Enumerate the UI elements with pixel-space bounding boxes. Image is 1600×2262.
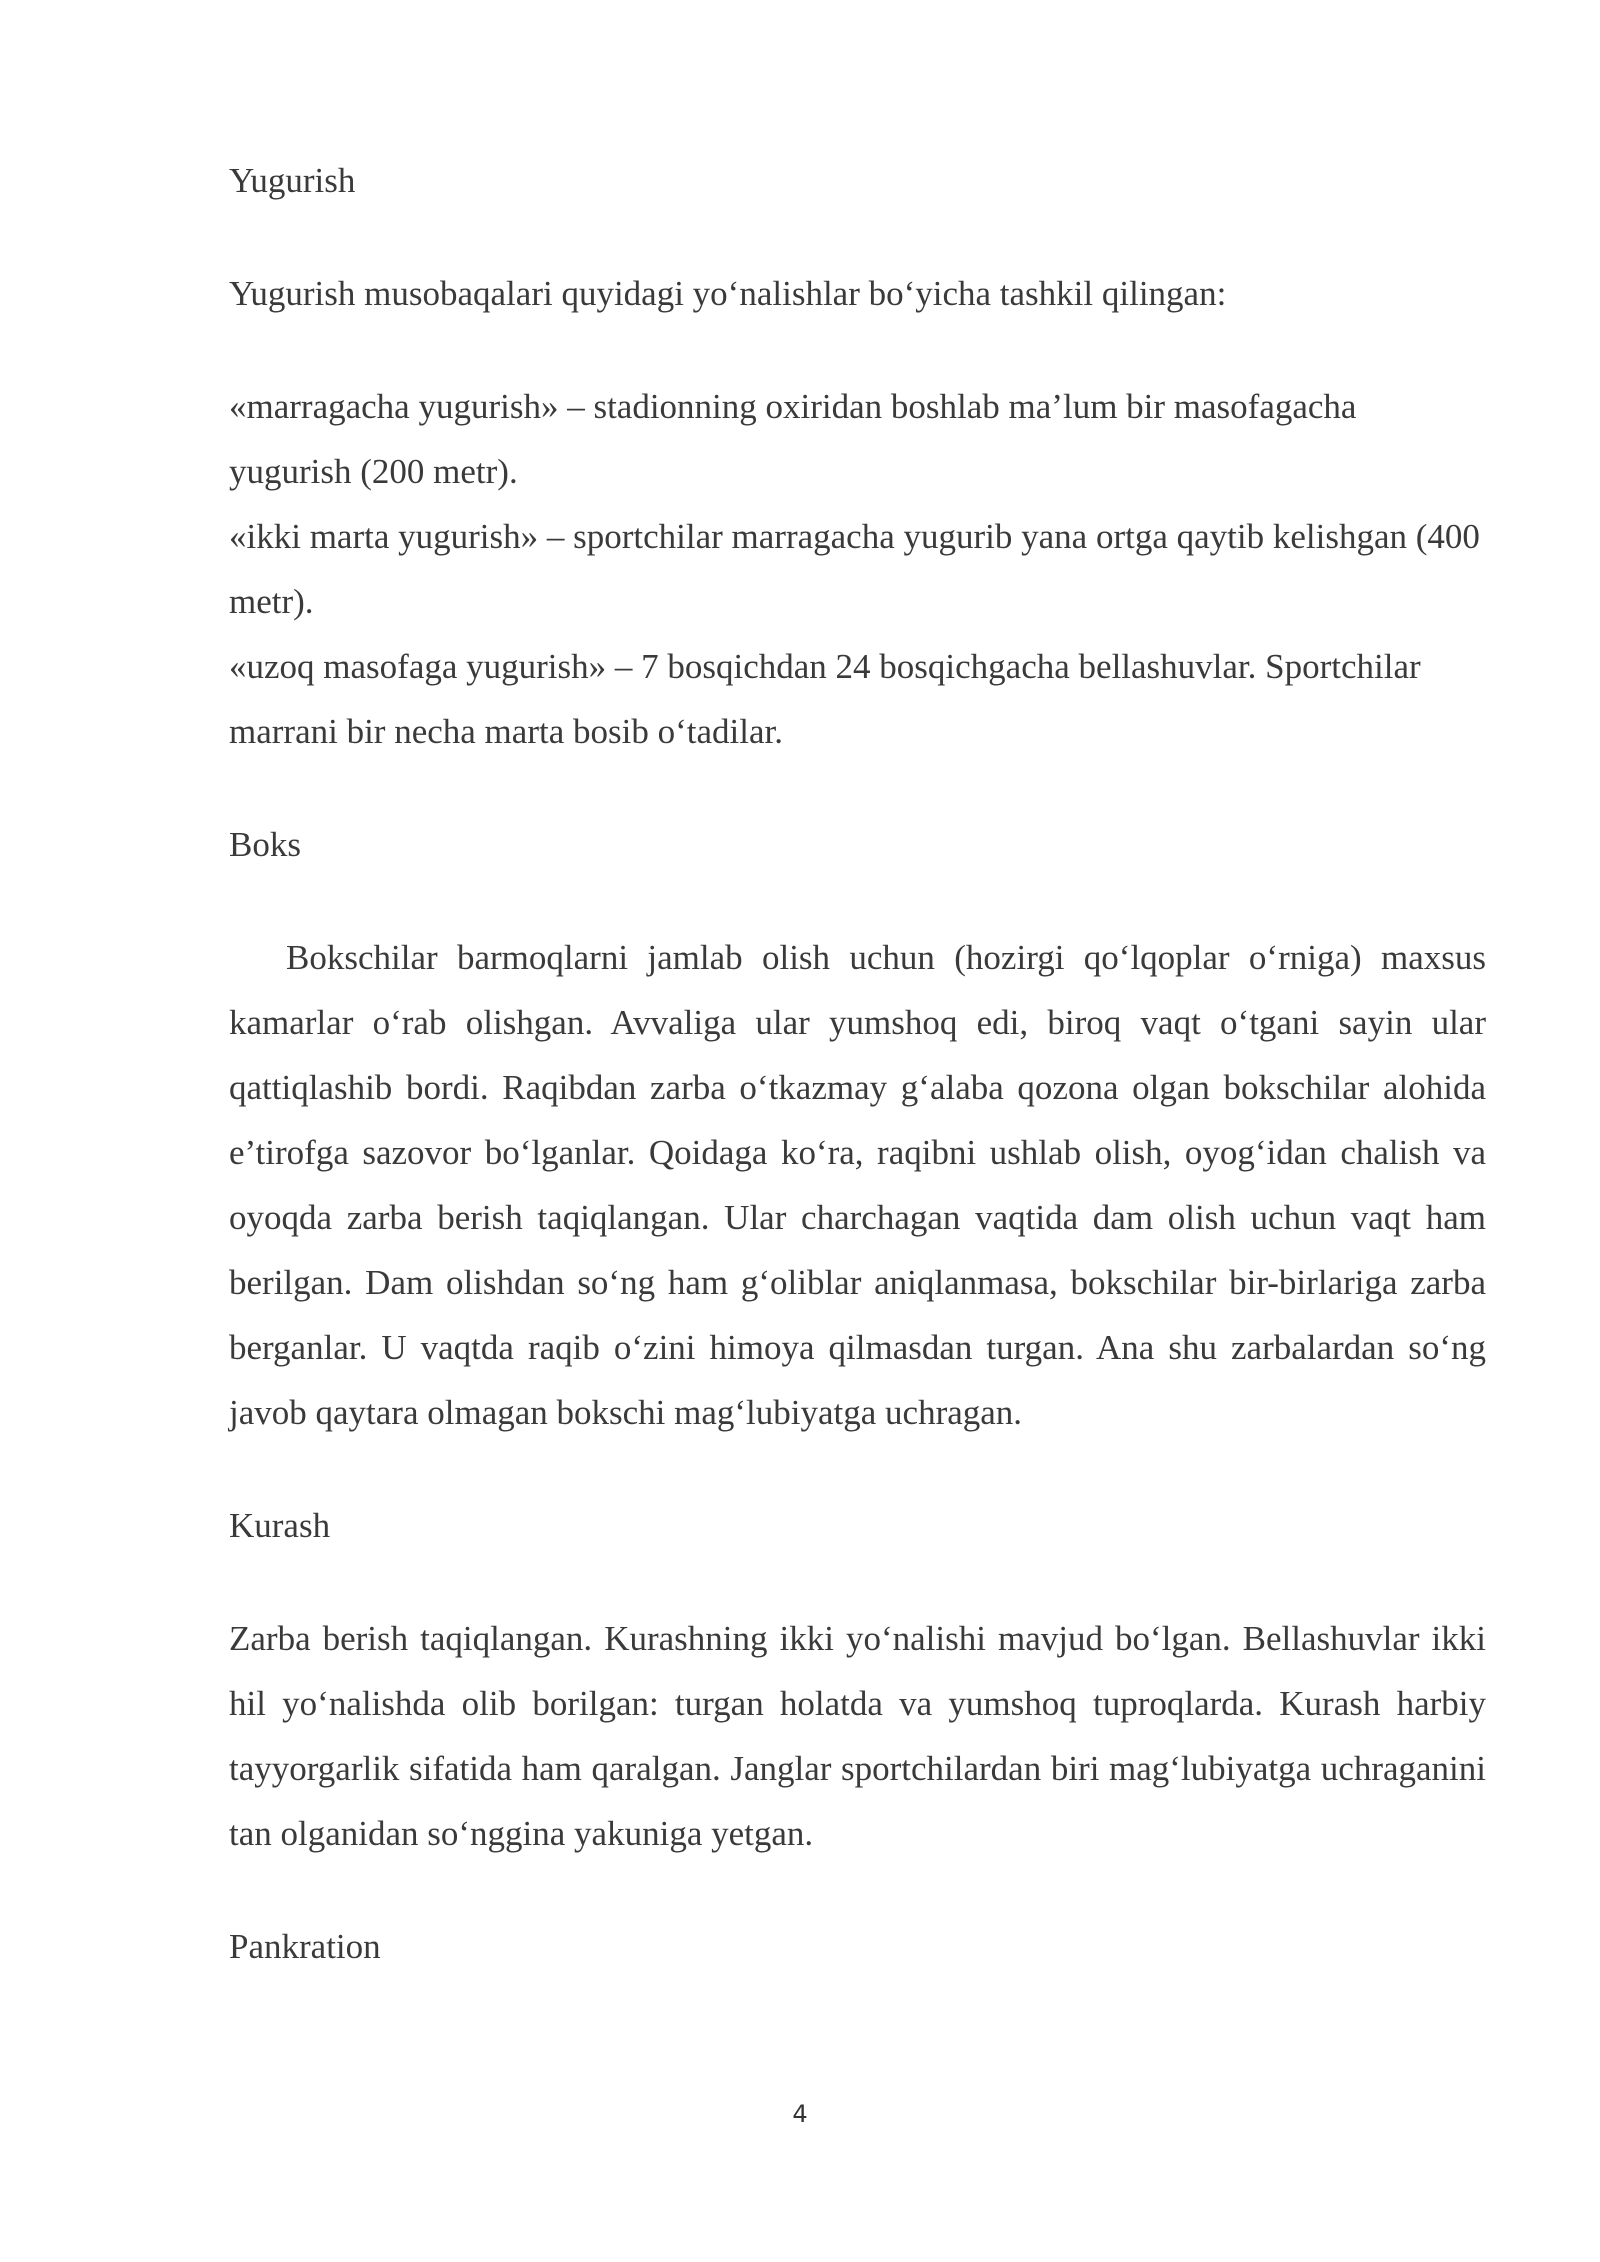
boks-paragraph: Bokschilar barmoqlarni jamlab olish uchun (hozirgi qo‘lqoplar o‘rniga) maxsus kamarlar o‘rab olishgan. Avvaliga ular yumshoq edi, biroq vaqt o‘tgani sayin ular qattiqlashib bordi. Raqibdan zarba o‘tkazmay g‘alaba qozona olgan bokschilar alohida e’tirofga sazovor bo‘lganlar. Qoidaga ko‘ra, raqibni ushlab olish, oyog‘idan chalish va oyoqda zarba berish taqiqlangan. Ular charchagan vaqtida dam olish uchun vaqt ham berilgan. Dam olishdan so‘ng ham g‘oliblar aniqlanmasa, bokschilar bir-birlariga zarba berganlar. U vaqtda raqib o‘zini himoya qilmasdan turgan. Ana shu zarbalardan so‘ng javob qaytara olmagan bokschi mag‘lubiyatga uchragan.	[229, 938, 1486, 1432]
yugurish-list-item: «marragacha yugurish» – stadionning oxiridan boshlab ma’lum bir masofagacha yugurish (200 metr).	[229, 387, 1357, 491]
section-heading-pankration: Pankration	[229, 1927, 381, 1966]
yugurish-list-item: «uzoq masofaga yugurish» – 7 bosqichdan 24 bosqichgacha bellashuvlar. Sportchilar marrani bir necha marta bosib o‘tadilar.	[229, 647, 1421, 751]
yugurish-list	[229, 374, 1486, 764]
page-number: 4	[792, 2100, 808, 2128]
section-heading-kurash: Kurash	[229, 1506, 331, 1545]
yugurish-intro: Yugurish musobaqalari quyidagi yo‘nalishlar bo‘yicha tashkil qilingan:	[229, 274, 1227, 313]
yugurish-list-item: «ikki marta yugurish» – sportchilar marragacha yugurib yana ortga qaytib kelishgan (400 metr).	[229, 517, 1480, 621]
section-heading-boks: Boks	[229, 825, 301, 864]
kurash-paragraph: Zarba berish taqiqlangan. Kurashning ikki yo‘nalishi mavjud bo‘lgan. Bellashuvlar ikki hil yo‘nalishda olib borilgan: turgan holatda va yumshoq tuproqlarda. Kurash harbiy tayyorgarlik sifatida ham qaralgan. Janglar sportchilardan biri mag‘lubiyatga uchraganini tan olganidan so‘nggina yakuniga yetgan.	[229, 1619, 1486, 1853]
section-heading-yugurish: Yugurish	[229, 161, 356, 200]
page-body	[229, 148, 1486, 2027]
